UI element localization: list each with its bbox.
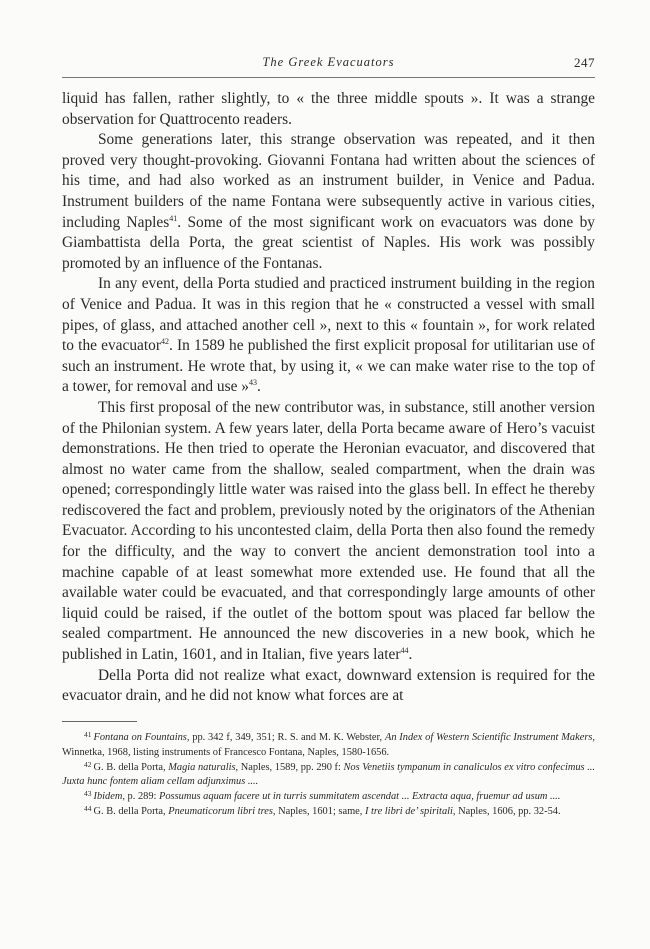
text-run: This first proposal of the new contributor was, in substance, still another version of the Philonian system. A few years later, della Porta became aware of Hero’s vacuist demonstrations. He then tried to operate the Heronian evacuator, and discovered that almost no water came from the shallow, sealed compartment, when the drain was opened; correspondingly little water was raised into the glass bell. In effect he thereby rediscovered the fact and problem, previously noted by the originators of the Athenian Evacuator. According to his uncontested claim, della Porta then also found the remedy for the difficulty, and the way to convert the ancient demonstration tool into a machine capable of at least somewhat more extended use. He found that all the available water could be evacuated, and that correspondingly large amounts of other liquid could be raised, if the outlet of the bottom spout was placed far bellow the sealed compartment. He announced the new discoveries in a new book, which he published in Latin, 1601, and in Italian, five years later	[62, 398, 595, 664]
body-paragraph	[62, 666, 595, 707]
footnote-text-run: Naples, 1606, pp. 32-54.	[455, 805, 561, 817]
page-number: 247	[574, 55, 595, 70]
body-paragraph	[62, 89, 595, 130]
footnote-ref[interactable]: 44	[400, 646, 409, 656]
text-run: liquid has fallen, rather slightly, to « the three middle spouts ». It was a strange observation for Quattrocento readers.	[62, 90, 595, 128]
footnote-text-run: Naples, 1601; same,	[275, 805, 365, 817]
footnote-text-run: Naples, 1589, pp. 290 f:	[238, 761, 344, 773]
footnote-text-run: pp. 342 f, 349, 351; R. S. and M. K. Webster,	[189, 732, 385, 743]
footnote-italic-run: Fontana on Fountains,	[93, 732, 190, 743]
text-run: .	[408, 646, 413, 664]
footnote-text-run: Winnetka, 1968, listing instruments of Francesco Fontana, Naples, 1580-1656.	[62, 746, 390, 758]
footnote-italic-run: Possumus aquam facere ut in turris summitatem ascendat ... Extracta aqua, fruemur ad usum ....	[159, 791, 561, 803]
running-header	[62, 55, 595, 75]
footnotes	[62, 731, 595, 820]
footnote-italic-run: Magia naturalis,	[168, 761, 239, 773]
footnote-number: 41	[84, 730, 92, 739]
footnote-italic-run: Ibidem,	[93, 791, 125, 803]
footnote-italic-run: Nos Venetiis tympanum in canaliculos ex vitro confecimus ... Juxta hunc fontem aliam cellam adjunximus ....	[62, 761, 595, 788]
footnote-text-run: G. B. della Porta,	[93, 805, 169, 817]
footnote-ref[interactable]: 43	[249, 378, 257, 388]
footnote-text-run: G. B. della Porta,	[93, 761, 169, 773]
text-run: .	[257, 378, 261, 396]
footnote-number: 44	[84, 803, 92, 813]
footnote	[62, 805, 595, 820]
footnote	[62, 731, 595, 761]
text-run: . Some of the most significant work on evacuators was done by Giambattista della Porta, the great scientist of Naples. His work was possibly promoted by an influence of the Fontanas.	[62, 213, 595, 272]
text-run: . In 1589 he published the first explicit proposal for utilitarian use of such an instrument. He wrote that, by using it, « we can make water rise to the top of a tower, for removal and use »	[62, 337, 596, 396]
body-text	[62, 89, 595, 707]
footnote-number: 43	[84, 789, 92, 799]
footnote-number: 42	[84, 759, 92, 769]
text-run: Della Porta did not realize what exact, downward extension is required for the evacuator drain, and he did not know what forces are at	[62, 666, 595, 705]
footnote-ref[interactable]: 41	[169, 213, 178, 223]
footnote-italic-run: An Index of Western Scientific Instrument Makers,	[384, 732, 595, 743]
footnote-text-run: p. 289:	[124, 791, 160, 803]
footnote-separator	[62, 721, 137, 722]
text-run: In any event, della Porta studied and practiced instrument building in the region of Venice and Padua. It was in this region that he « constructed a vessel with small pipes, of glass, and attached another cell », next to this « fountain », for work related to the evacuator	[62, 275, 595, 355]
running-title: The Greek Evacuators	[262, 55, 395, 69]
footnote-ref[interactable]: 42	[160, 337, 169, 347]
body-paragraph	[62, 274, 595, 398]
text-run: Some generations later, this strange observation was repeated, and it then proved very thought-provoking. Giovanni Fontana had written about the sciences of his time, and had also worked as an instrument builder, in Venice and Padua. Instrument builders of the name Fontana were subsequently active in various cities, including Naples	[62, 131, 595, 231]
body-paragraph	[62, 130, 595, 274]
footnote	[62, 790, 595, 805]
footnote-italic-run: I tre libri de’ spiritali,	[364, 805, 456, 817]
body-paragraph	[62, 398, 595, 666]
footnote	[62, 761, 595, 791]
header-rule	[62, 77, 595, 78]
footnote-italic-run: Pneumaticorum libri tres,	[168, 805, 276, 817]
